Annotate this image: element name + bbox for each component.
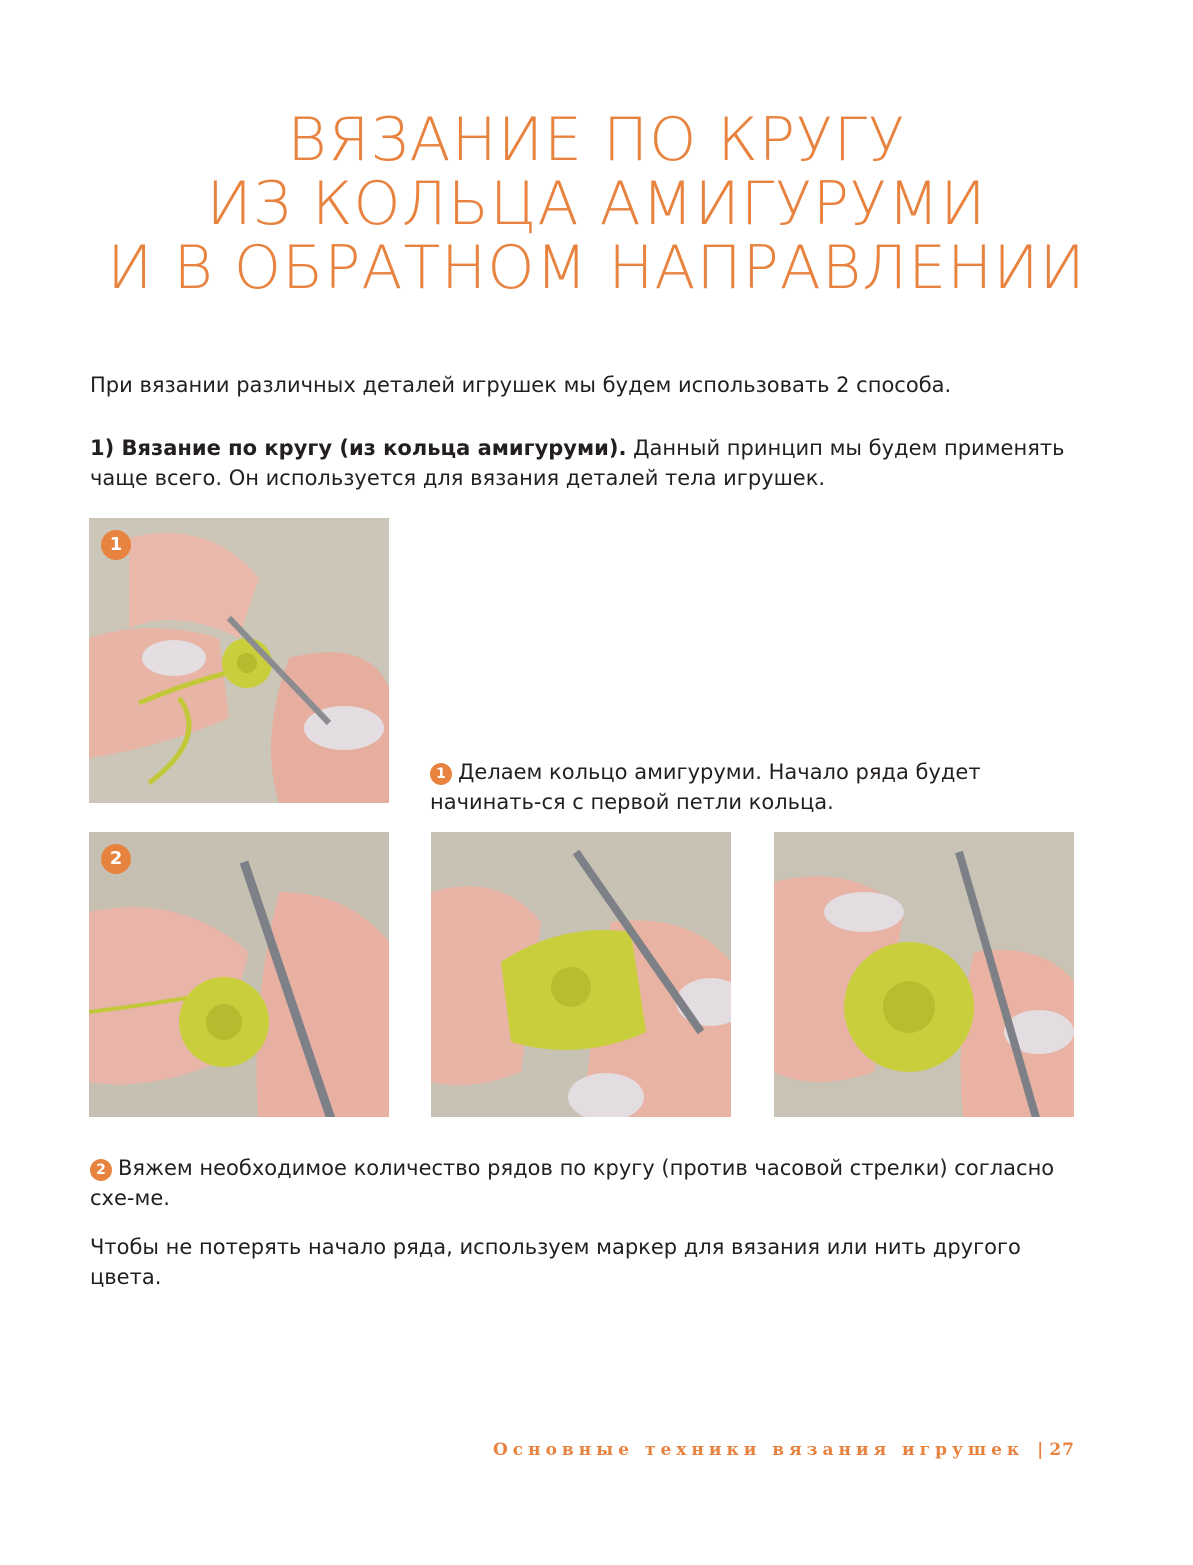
step-badge-2: 2 [101,844,131,874]
page-title [0,105,1193,303]
step2-number-icon: 2 [90,1159,112,1181]
photo-step-2b [431,832,731,1117]
photo-step-2a [89,832,389,1117]
step2-text: Вяжем необходимое количество рядов по кругу (против часовой стрелки) согласно схе-ме. [90,1156,1055,1210]
footer-separator: | [1037,1440,1044,1460]
tip-paragraph: Чтобы не потерять начало ряда, используем маркер для вязания или нить другого цвета. [90,1235,1021,1289]
running-footer [493,1440,1075,1460]
method1-text: Данный принцип мы будем применять чаще всего. Он используется для вязания деталей тела игрушек. [90,436,1065,490]
title-line-1: ВЯЗАНИЕ ПО КРУГУ [287,105,906,175]
step-badge-1: 1 [101,530,131,560]
step1-number-icon: 1 [430,763,452,785]
page-number: 27 [1049,1440,1075,1460]
footer-section-title: Основные техники вязания игрушек [492,1440,1025,1460]
method1-paragraph [90,433,1090,493]
step1-caption [430,757,1090,817]
photo-step-1 [89,518,389,803]
step2-caption [90,1153,1090,1213]
method1-heading: 1) Вязание по кругу (из кольца амигуруми). [90,436,627,460]
title-line-3: И В ОБРАТНОМ НАПРАВЛЕНИИ [107,233,1086,303]
intro-paragraph: При вязании различных деталей игрушек мы будем использовать 2 способа. [90,373,952,397]
step1-text: Делаем кольцо амигуруми. Начало ряда будет начинать-ся с первой петли кольца. [430,760,981,814]
title-line-2: ИЗ КОЛЬЦА АМИГУРУМИ [206,169,987,239]
photo-step-2c [774,832,1074,1117]
